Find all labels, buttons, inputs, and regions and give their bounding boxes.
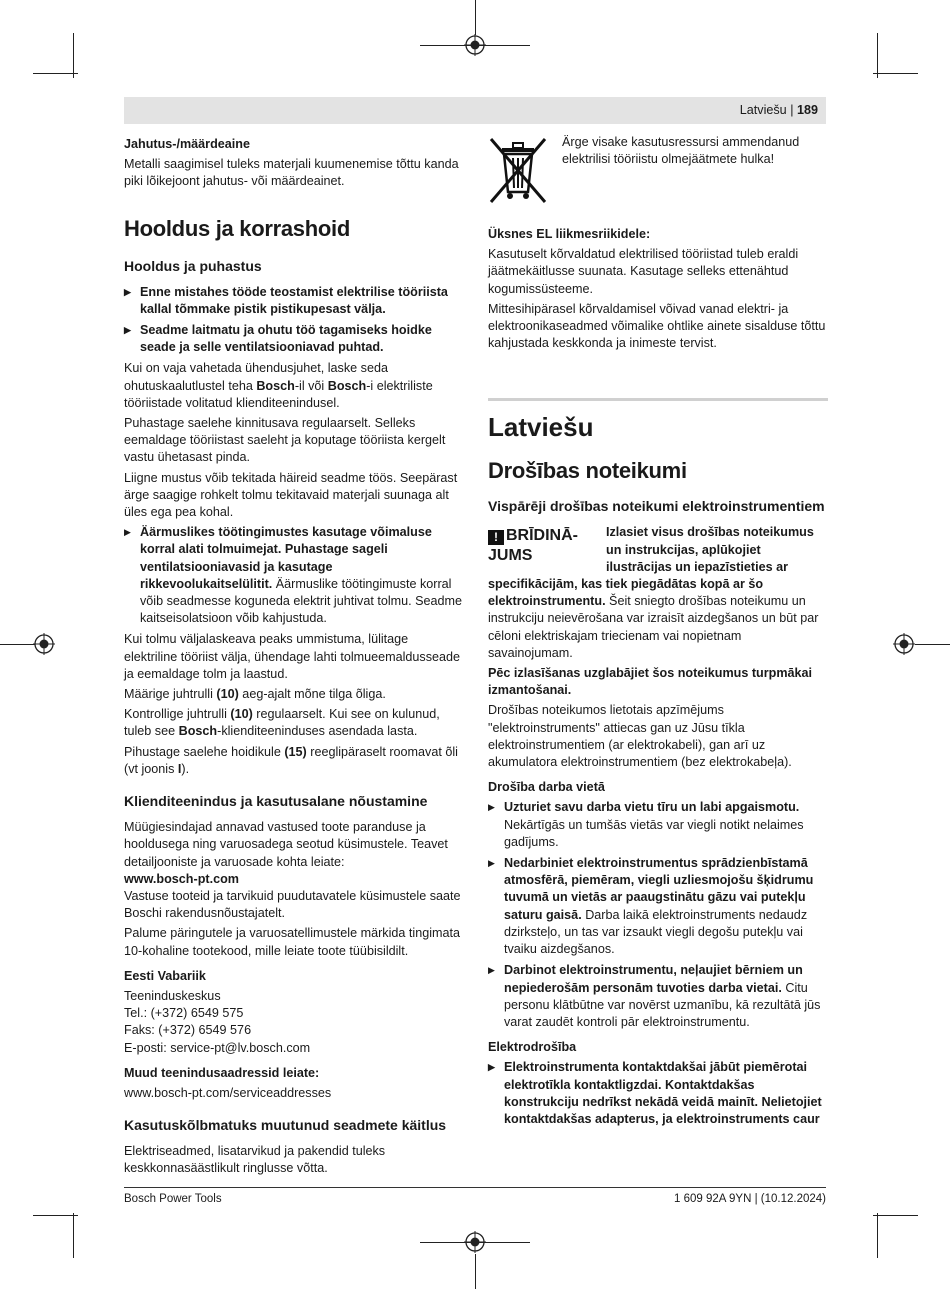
footer-divider [124,1187,826,1188]
page-number: 189 [796,103,818,117]
bullet-item: ▶ Nedarbiniet elektroinstrumentus sprādzienbīstamā atmosfērā, piemēram, viegli uzliesmojošu šķidrumu tuvumā un vietās ar paaugstinātu gāzu vai putekļu saturu gaisā. Darba laikā elektroinstruments nedaudz dzirksteļo, un tas var izsaukt viegli degošu putekļu vai tvaiku aizdegšanos. [488,855,828,958]
registration-mark-icon [33,633,55,655]
paragraph: Puhastage saelehe kinnitusava regulaarselt. Selleks eemaldage tööriistast saeleht ja koputage tööriista kergelt vastu ühetasast pinda. [124,416,446,465]
paragraph: Palume päringutele ja varuosatellimustele märkida tingimata 10-kohaline tootekood, mille leiate toote tüübisildilt. [124,926,461,958]
crop-mark [877,33,878,78]
general-safety-heading: Vispārēji drošības noteikumi elektroinstrumentiem [488,498,825,515]
crop-mark [33,73,78,74]
crop-mark [73,33,74,78]
warning-label: ! BRĪDINĀ-JUMS [488,527,578,565]
more-addresses-link[interactable]: www.bosch-pt.com/serviceaddresses [124,1085,332,1100]
bullet-item: ▶ Elektroinstrumenta kontaktdakšai jābūt piemērotai elektrotīkla kontaktligzdai. Kontaktdakšas konstrukciju nedrīkst nekādā veidā mainīt. Nelietojiet kontaktdakšas adapterus, ja elektroinstruments caur [488,1059,828,1128]
cleaning-heading: Hooldus ja puhastus [124,257,262,274]
paragraph: Kui tolmu väljalaskeava peaks ummistuma, lülitage elektriline tööriist välja, ühendage lahti tolmueemaldusseade ja eemaldage tolm ja laastud. [124,632,461,681]
header-language: Latviešu [739,103,787,117]
electrical-heading: Elektrodrošība [488,1040,577,1055]
paragraph: Müügiesindajad annavad vastused toote paranduse ja hooldusega ning varuosadega seotud küsimustele. Teavet detailjooniste ja varuosade kohta leiate: [124,820,448,869]
warning-block: ! BRĪDINĀ-JUMS Izlasiet visus drošības noteikumus un instrukcijas, aplūkojiet ilustrācijas un iepazīstieties ar specifikācijām, kas tiek piegādātas kopā ar šo elektroinstrumentu. Šeit sniegto drošības noteikumu un instrukciju neievērošana var izraisīt aizdegšanos un būt par cēloni elektriskajam triecienam vai nopietnam savainojumam. [488,525,819,660]
right-column [488,134,828,1132]
disposal-heading: Kasutuskõlbmatuks muutunud seadmete käitlus [124,1117,447,1134]
bullet-item: ▶ Enne mistahes tööde teostamist elektrilise tööriista kallal tõmmake pistik pistikupesast välja. [124,284,464,318]
service-heading: Klienditeenindus ja kasutusalane nõustamine [124,793,428,810]
coolant-text: Metalli saagimisel tuleks materjali kuumenemise tõttu kanda piki lõikejoont jahutus- või määrdeainet. [124,157,459,189]
eu-heading: Üksnes EL liikmesriikidele: [488,227,651,241]
crop-mark [873,73,918,74]
section-divider [488,398,828,401]
bullet-item: ▶ Seadme laitmatu ja ohutu töö tagamiseks hoidke seade ja selle ventilatsiooniavad puhtad. [124,322,464,356]
header-label: Latviešu | 189 [739,103,818,117]
contact-line: Faks: (+372) 6549 576 [124,1023,252,1038]
paragraph: Liigne mustus võib tekitada häireid seadme töös. Seepärast ärge saagige rohkelt tolmu tekitavaid materjali suunaga alt üles ega pea kohal. [124,470,458,520]
keep-instructions: Pēc izlasīšanas uzglabājiet šos noteikumus turpmākai izmantošanai. [488,666,813,698]
safety-heading: Drošības noteikumi [488,458,687,484]
more-addresses-heading: Muud teenindusaadressid leiate: [124,1065,320,1080]
paragraph: Mittesihipärasel kõrvaldamisel võivad vanad elektri- ja elektroonikaseadmed võimalike ohtlike ainete sisalduse tõttu kahjustada keskkonda ja inimeste tervist. [488,301,826,351]
crop-mark [475,1254,476,1289]
crop-mark [877,1213,878,1258]
weee-notice [488,134,828,206]
paragraph: Kui on vaja vahetada ühendusjuhet, laske seda ohutuskaalutlustel teha Bosch-il või Bosch-i elektriliste tööriistade volitatud klienditeenindusel. [124,361,433,410]
footer-doc-id: 1 609 92A 9YN | (10.12.2024) [674,1193,826,1205]
service-link[interactable]: www.bosch-pt.com [124,871,239,886]
crossed-bin-icon [488,134,548,206]
maintenance-heading: Hooldus ja korrashoid [124,215,350,241]
paragraph: Elektriseadmed, lisatarvikud ja pakendid tuleks keskkonnasäästlikult ringlusse võtta. [124,1144,386,1176]
crop-mark [915,644,950,645]
crop-mark [33,1215,78,1216]
registration-mark-icon [464,1231,486,1253]
bullet-item: ▶ Darbinot elektroinstrumentu, neļaujiet bērniem un nepiederošām personām tuvoties darba vietai. Citu personu klātbūtne var novērst uzmanību, kā rezultātā jūs varat zaudēt kontroli pār elektroinstrumentu. [488,962,828,1031]
crop-mark [0,644,35,645]
crop-mark [475,0,476,35]
paragraph: Vastuse tooteid ja tarvikuid puudutavatele küsimustele saate Boschi rakendusnõustajatelt. [124,888,461,921]
workplace-heading: Drošība darba vietā [488,780,605,795]
paragraph: Drošības noteikumos lietotais apzīmējums "elektroinstruments" attiecas gan uz Jūsu tīkla elektroinstrumentiem (ar elektrokabeli), gan arī uz akumulatora elektroinstrumentiem (bez elektrokabeļa). [488,703,792,770]
language-title: Latviešu [488,412,594,443]
coolant-heading: Jahutus-/määrdeaine [124,137,250,151]
contact-line: Teeninduskeskus [124,988,221,1003]
registration-mark-icon [893,633,915,655]
weee-text: Ärge visake kasutusressursi ammendanud elektrilisi tööriistu olmejäätmete hulka! [562,135,800,167]
footer-brand: Bosch Power Tools [124,1193,222,1205]
paragraph: Kontrollige juhtrulli (10) regulaarselt. Kui see on kulunud, tuleb see Bosch-klienditeeninduses asendada lasta. [124,707,440,739]
paragraph: Pihustage saelehe hoidikule (15) reeglipäraselt roomavat õli (vt joonis I). [124,744,458,776]
country-heading: Eesti Vabariik [124,968,206,983]
registration-mark-icon [464,34,486,56]
paragraph: Kasutuselt kõrvaldatud elektrilised tööriistad tuleb eraldi jäätmekäitlusse suunata. Kasutage selleks ettenähtud kogumissüsteeme. [488,247,799,296]
bullet-item: ▶ Uzturiet savu darba vietu tīru un labi apgaismotu. Nekārtīgās un tumšās vietās var viegli notikt nelaimes gadījums. [488,799,828,851]
warning-icon: ! [488,530,504,545]
contact-email[interactable]: E-posti: service-pt@lv.bosch.com [124,1040,311,1055]
page-header [124,97,826,124]
crop-mark [873,1215,918,1216]
contact-line: Tel.: (+372) 6549 575 [124,1006,244,1021]
left-column [124,134,464,1181]
crop-mark [73,1213,74,1258]
paragraph: Määrige juhtrulli (10) aeg-ajalt mõne tilga õliga. [124,687,386,702]
bullet-item: ▶ Äärmuslikes töötingimustes kasutage võimaluse korral alati tolmuimejat. Puhastage sageli ventilatsiooniavasid ja kasutage rikkevoolukaitselülitit. Äärmuslike töötingimuste korral võib seadmesse koguneda elektrit juhtivat tolmu. Seadme kaitseisolatsioon võib kahjustuda. [124,524,464,627]
